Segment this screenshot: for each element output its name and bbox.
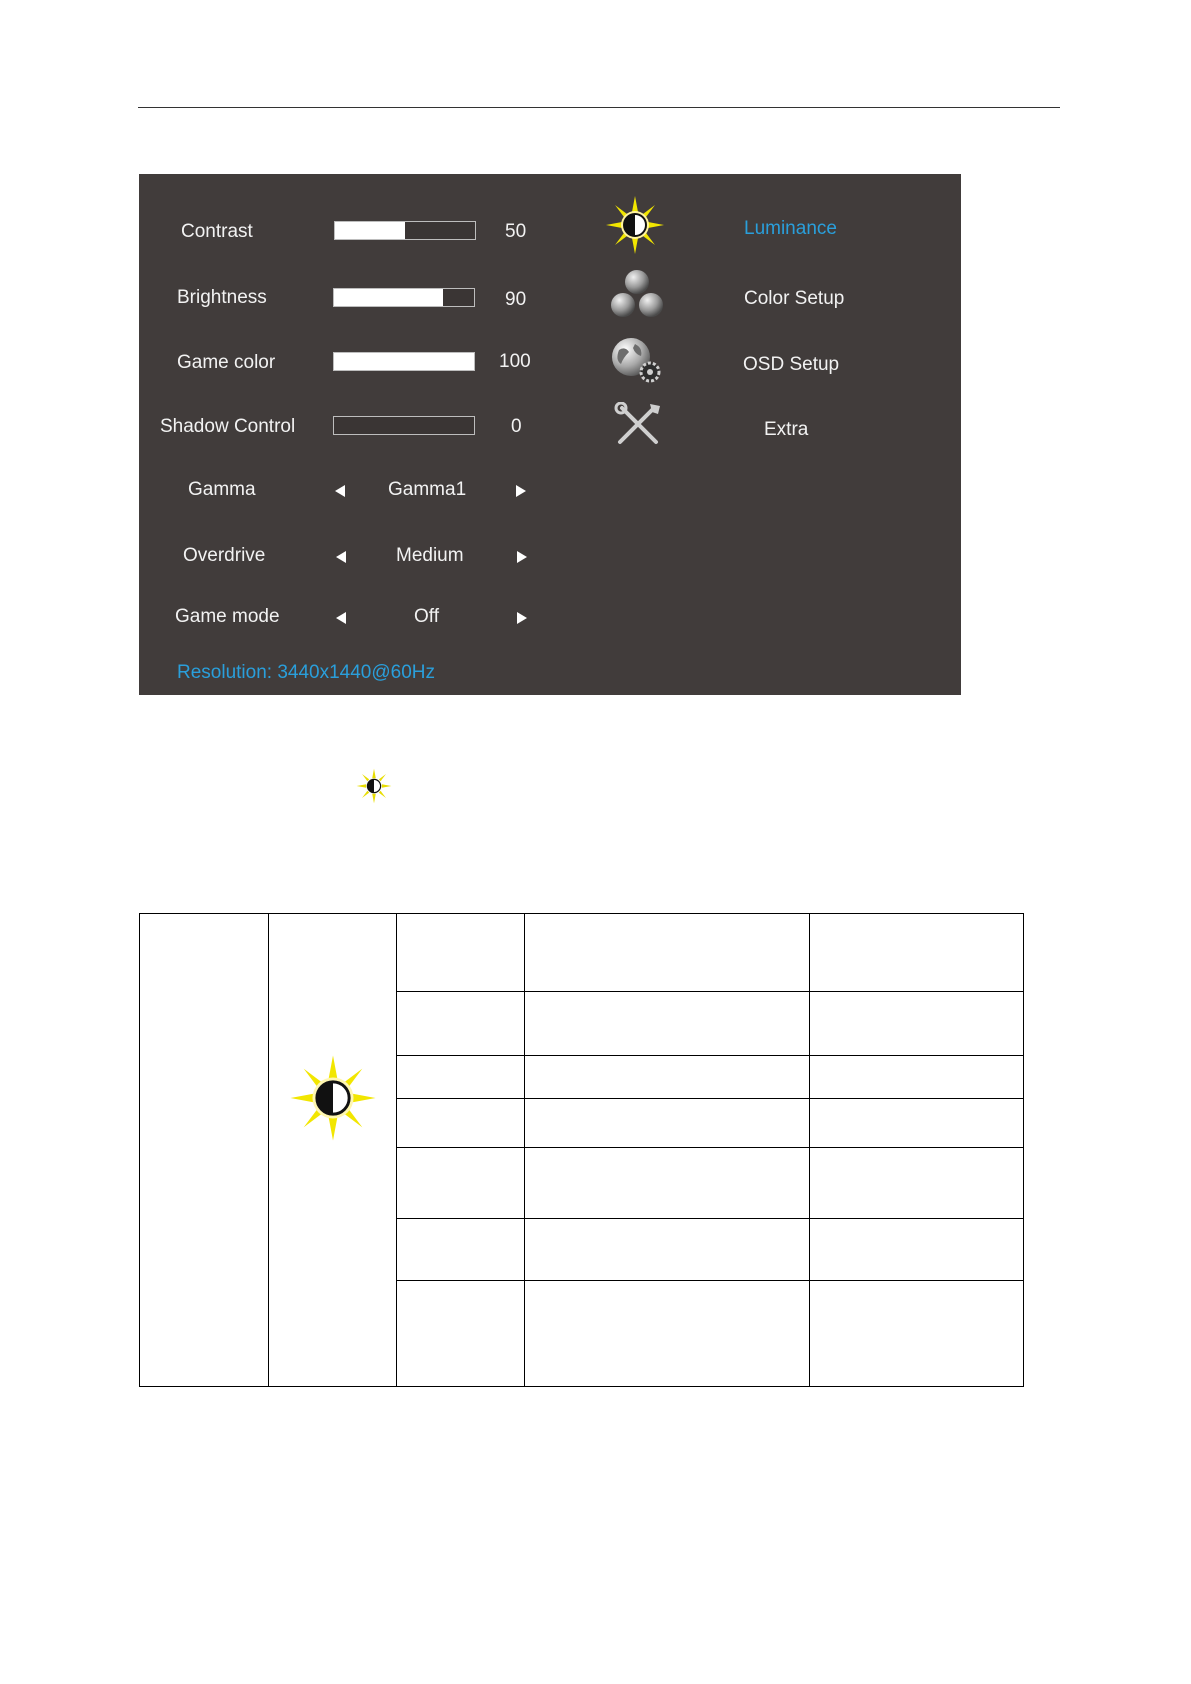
- table-cell: [397, 1099, 525, 1148]
- shadow-control-label: Shadow Control: [160, 416, 296, 437]
- sun-contrast-icon[interactable]: [605, 195, 665, 255]
- table-cell: [525, 1219, 810, 1281]
- table-cell: [525, 914, 810, 992]
- gamma-value: Gamma1: [388, 479, 467, 500]
- game-color-value: 100: [499, 351, 531, 372]
- table-cell: [397, 914, 525, 992]
- tools-icon[interactable]: [614, 402, 662, 448]
- table-cell: [397, 1281, 525, 1387]
- table-cell: [810, 1219, 1024, 1281]
- sun-contrast-icon: [289, 1054, 377, 1142]
- table-cell: [525, 1148, 810, 1219]
- shadow-control-value: 0: [511, 416, 522, 437]
- overdrive-left-arrow-icon[interactable]: [336, 551, 346, 563]
- resolution-info: Resolution: 3440x1440@60Hz: [177, 662, 436, 683]
- table-cell: [525, 1056, 810, 1099]
- contrast-slider[interactable]: [334, 221, 476, 240]
- menu-luminance[interactable]: Luminance: [744, 218, 837, 239]
- overdrive-value: Medium: [396, 545, 464, 566]
- header-rule: [138, 107, 1060, 108]
- brightness-value: 90: [505, 289, 527, 310]
- contrast-value: 50: [505, 221, 527, 242]
- game-color-slider[interactable]: [333, 352, 475, 371]
- table-cell: [525, 992, 810, 1056]
- table-cell: [397, 1148, 525, 1219]
- game-mode-label: Game mode: [175, 606, 280, 627]
- contrast-label: Contrast: [181, 221, 253, 242]
- game-color-label: Game color: [177, 352, 276, 373]
- brightness-label: Brightness: [177, 287, 267, 308]
- table-cell: [525, 1281, 810, 1387]
- table-cell: [810, 1056, 1024, 1099]
- color-balls-icon[interactable]: [609, 268, 665, 320]
- menu-osd-setup[interactable]: OSD Setup: [743, 354, 840, 375]
- table-cell: [397, 992, 525, 1056]
- table-cell: [810, 1148, 1024, 1219]
- game-mode-right-arrow-icon[interactable]: [517, 612, 527, 624]
- menu-color-setup[interactable]: Color Setup: [744, 288, 845, 309]
- shadow-control-slider[interactable]: [333, 416, 475, 435]
- table-cell: [397, 1056, 525, 1099]
- osd-luminance-panel: [139, 174, 961, 695]
- table-icon-cell: [269, 914, 397, 1387]
- overdrive-label: Overdrive: [183, 545, 266, 566]
- luminance-inline-icon: [356, 768, 392, 804]
- globe-gear-icon[interactable]: [609, 336, 665, 386]
- game-mode-left-arrow-icon[interactable]: [336, 612, 346, 624]
- brightness-slider[interactable]: [333, 288, 475, 307]
- overdrive-right-arrow-icon[interactable]: [517, 551, 527, 563]
- game-mode-value: Off: [414, 606, 439, 627]
- menu-extra[interactable]: Extra: [764, 419, 809, 440]
- gamma-right-arrow-icon[interactable]: [516, 485, 526, 497]
- table-cell: [810, 992, 1024, 1056]
- gamma-left-arrow-icon[interactable]: [335, 485, 345, 497]
- table-cell: [397, 1219, 525, 1281]
- table-cell: [140, 914, 269, 1387]
- table-cell: [810, 1281, 1024, 1387]
- luminance-settings-table: [139, 913, 1024, 1387]
- table-cell: [525, 1099, 810, 1148]
- gamma-label: Gamma: [188, 479, 256, 500]
- table-cell: [810, 1099, 1024, 1148]
- table-cell: [810, 914, 1024, 992]
